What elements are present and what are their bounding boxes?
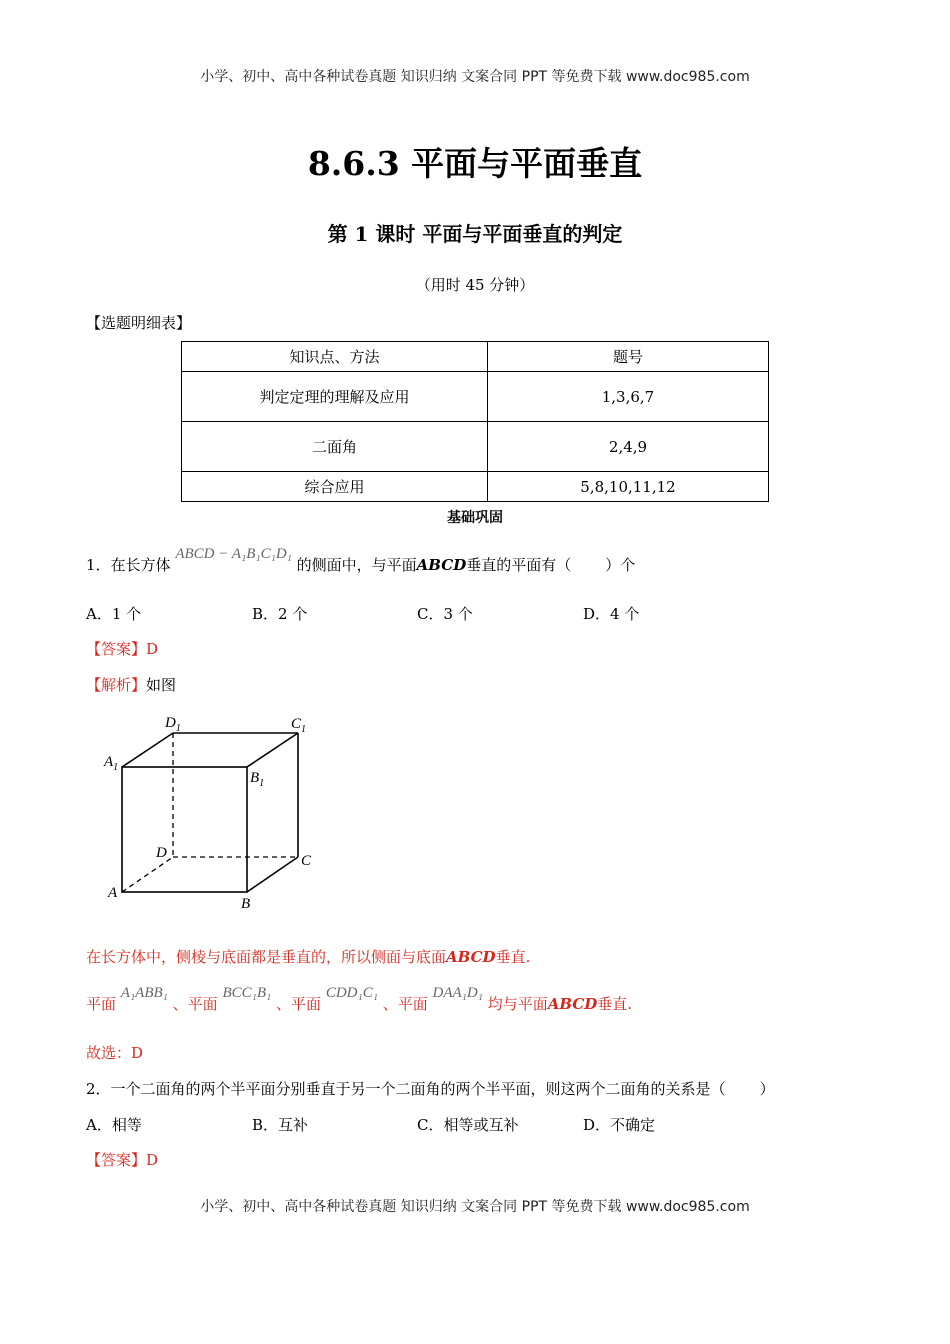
choose-line: 故选：D <box>86 1044 144 1062</box>
separator: 、平面 <box>276 995 322 1013</box>
explain2-plane: ABCD <box>547 995 598 1013</box>
label-c: C <box>301 853 312 869</box>
option-a: A．相等 <box>86 1116 142 1134</box>
section-heading: 基础巩固 <box>447 510 503 526</box>
q1-text: 的侧面中，与平面 <box>296 556 417 574</box>
page-title: 8.6.3 平面与平面垂直 <box>307 144 643 183</box>
table-cell: 2,4,9 <box>488 422 769 472</box>
q1-analysis <box>86 674 176 695</box>
label-d: D <box>156 845 167 861</box>
table-cell: 1,3,6,7 <box>488 372 769 422</box>
question-1 <box>86 546 636 575</box>
analysis-text: 如图 <box>146 676 177 694</box>
table-cell: 判定定理的理解及应用 <box>182 372 488 422</box>
explanation-line-2 <box>86 985 633 1014</box>
table-header-row <box>182 342 769 372</box>
page-header: 小学、初中、高中各种试卷真题 知识归纳 文案合同 PPT 等免费下载 www.doc985.com <box>200 69 750 85</box>
separator: 、平面 <box>382 995 428 1013</box>
question-2 <box>86 1078 775 1099</box>
q2-text: 2．一个二面角的两个半平面分别垂直于另一个二面角的两个半平面，则这两个二面角的关系是（ <box>86 1080 726 1098</box>
analysis-label: 【解析】 <box>86 676 147 694</box>
lesson-subtitle: 第 1 课时 平面与平面垂直的判定 <box>327 222 623 246</box>
q2-close: ） <box>759 1080 775 1098</box>
q2-answer <box>86 1149 158 1170</box>
table-cell: 综合应用 <box>182 472 488 502</box>
edge-a1d1 <box>122 733 173 767</box>
option-a: A．1 个 <box>86 605 142 623</box>
table-header-cell: 知识点、方法 <box>182 342 488 372</box>
option-c: C．相等或互补 <box>417 1116 519 1134</box>
label-b1: $B_1$ <box>250 770 265 789</box>
explain2-text: 均与平面 <box>487 995 548 1013</box>
explain1-suffix: 垂直. <box>495 948 531 966</box>
answer-label: 【答案】 <box>86 1151 147 1169</box>
table-row <box>182 472 769 502</box>
q1-text-end: 垂直的平面有（ <box>466 556 572 574</box>
time-note: （用时 45 分钟） <box>415 276 535 294</box>
option-c: C．3 个 <box>417 605 473 623</box>
face-1: A₁ABB₁ <box>120 985 168 1001</box>
explain1-plane: ABCD <box>446 948 496 966</box>
q1-solid: ABCD − A₁B₁C₁D₁ <box>175 546 292 562</box>
label-b: B <box>241 896 251 912</box>
hidden-edge-ad <box>122 857 173 892</box>
separator: 、平面 <box>172 995 218 1013</box>
edge-bc <box>247 857 298 892</box>
face-4: DAA₁D₁ <box>432 985 483 1001</box>
front-face <box>122 767 247 892</box>
label-a: A <box>108 885 118 901</box>
answer-value: D <box>146 1151 159 1169</box>
option-b: B．互补 <box>252 1116 309 1134</box>
selection-table <box>181 341 769 502</box>
edge-b1c1 <box>247 733 298 767</box>
option-d: D．不确定 <box>583 1116 656 1134</box>
label-c1: $C_1$ <box>291 716 307 735</box>
explain2-suffix: 垂直. <box>597 995 633 1013</box>
q1-options <box>86 603 786 623</box>
table-header-cell: 题号 <box>488 342 769 372</box>
cuboid-figure <box>98 708 328 913</box>
label-d1: $D_1$ <box>165 715 181 734</box>
explanation-line-1 <box>86 946 530 967</box>
answer-value: D <box>146 640 159 658</box>
q1-text-close: ）个 <box>605 556 636 574</box>
option-b: B．2 个 <box>252 605 308 623</box>
label-a1: $A_1$ <box>104 754 119 773</box>
page-footer: 小学、初中、高中各种试卷真题 知识归纳 文案合同 PPT 等免费下载 www.doc985.com <box>200 1199 750 1215</box>
face-3: CDD₁C₁ <box>325 985 378 1001</box>
answer-label: 【答案】 <box>86 640 147 658</box>
table-row <box>182 422 769 472</box>
planes-word: 平面 <box>86 995 117 1013</box>
q1-plane: ABCD <box>416 556 467 574</box>
table-cell: 5,8,10,11,12 <box>488 472 769 502</box>
explain1-prefix: 在长方体中，侧棱与底面都是垂直的，所以侧面与底面 <box>86 948 447 966</box>
q1-number: 1．在长方体 <box>86 556 171 574</box>
face-2: BCC₁B₁ <box>222 985 272 1001</box>
q1-answer <box>86 638 158 659</box>
table-cell: 二面角 <box>182 422 488 472</box>
table-caption: 【选题明细表】 <box>86 314 192 332</box>
table-row <box>182 372 769 422</box>
q2-options <box>86 1114 786 1134</box>
option-d: D．4 个 <box>583 605 640 623</box>
